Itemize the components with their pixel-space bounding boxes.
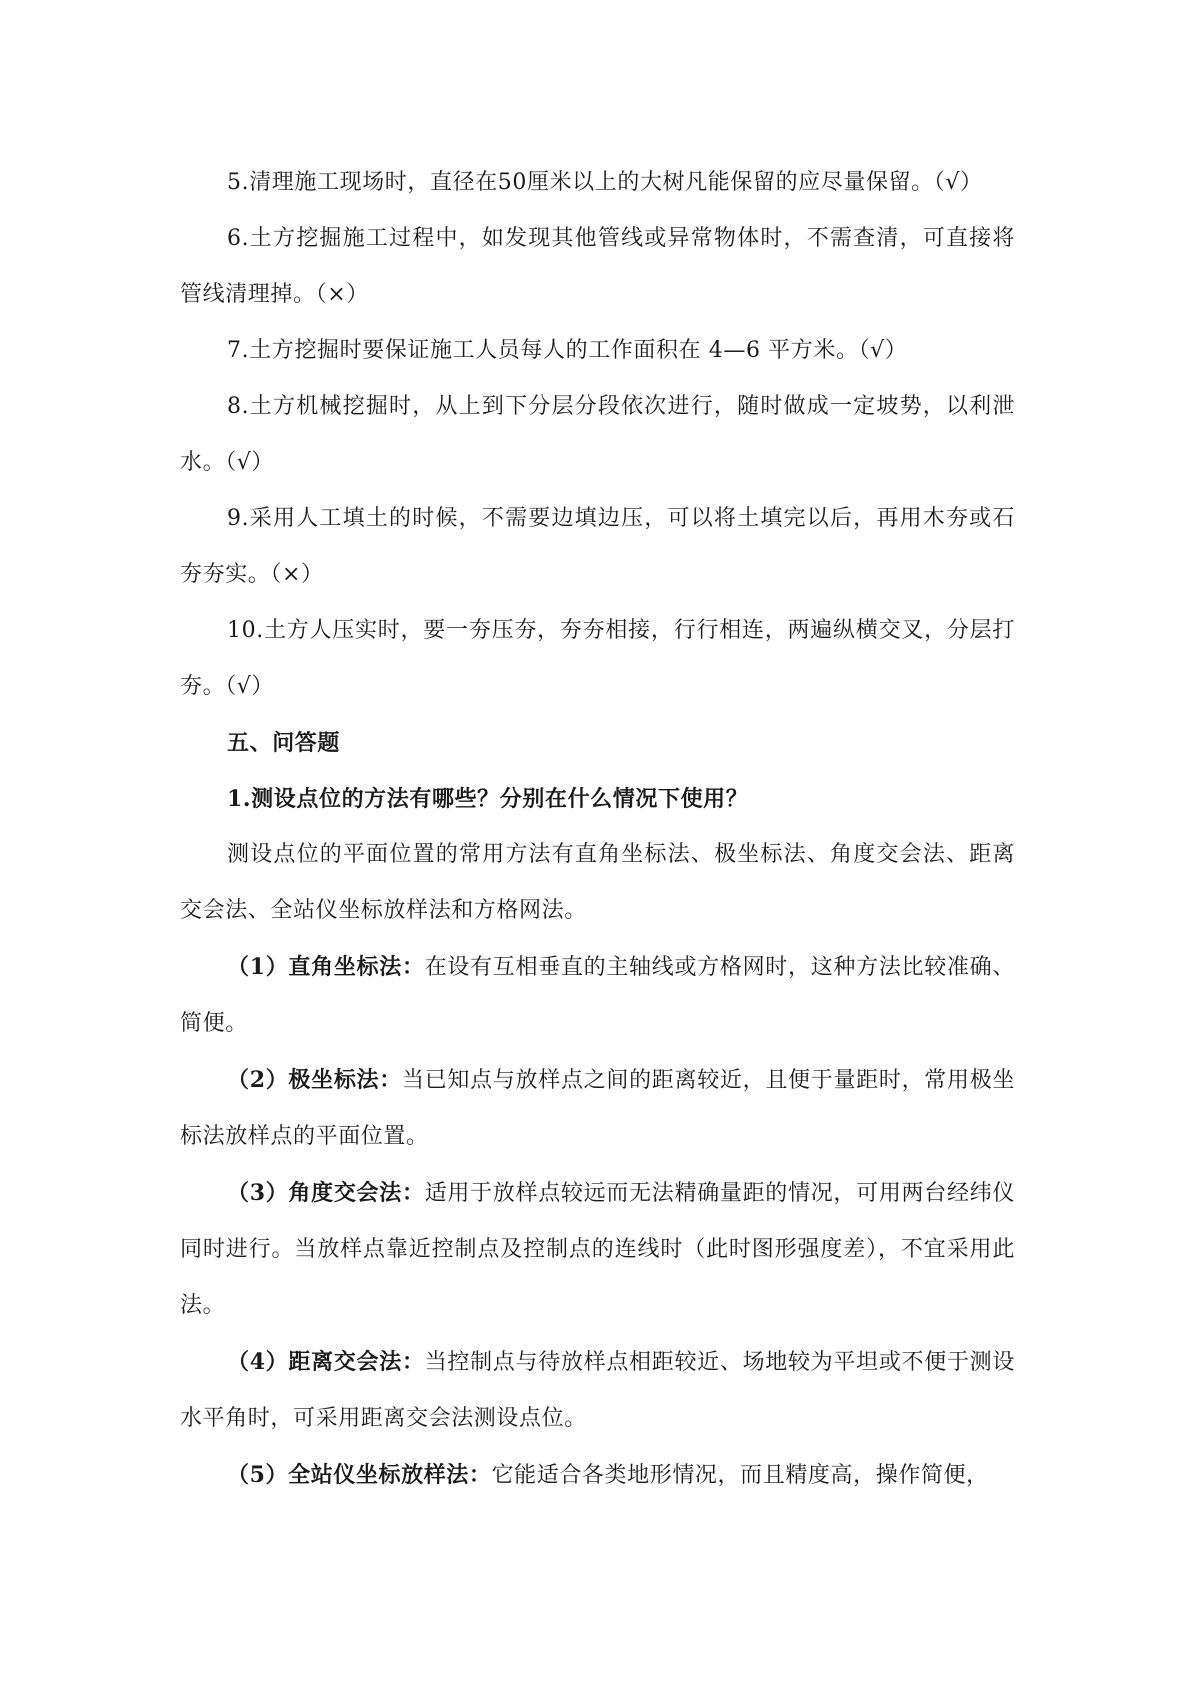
question-1-intro: 测设点位的平面位置的常用方法有直角坐标法、极坐标法、角度交会法、距离交会法、全站仪坐标放样法和方格网法。 [180, 842, 1015, 923]
statement-6: 6.土方挖掘施工过程中，如发现其他管线或异常物体时，不需查清，可直接将管线清理掉。（×） [180, 226, 1015, 307]
method-rectangular-coordinates [180, 939, 1015, 1052]
statement-8: 8.土方机械挖掘时，从上到下分层分段依次进行，随时做成一定坡势，以利泄水。（√） [180, 394, 1015, 475]
method-label: （5）全站仪坐标放样法： [227, 1462, 492, 1488]
method-label: （3）角度交会法： [227, 1180, 425, 1206]
method-text: 在设有互相垂直的主轴线或方格网时，这种方法比较准确、简便。 [180, 955, 1015, 1036]
statement-9: 9.采用人工填土的时候，不需要边填边压，可以将土填完以后，再用木夯或石夯夯实。（×） [180, 506, 1015, 587]
statement-10: 10.土方人压实时，要一夯压夯，夯夯相接，行行相连，两遍纵横交叉，分层打夯。（√） [180, 618, 1015, 699]
question-1-title: 1.测设点位的方法有哪些？分别在什么情况下使用？ [227, 786, 749, 812]
method-label: （1）直角坐标法： [227, 954, 425, 980]
method-text: 当已知点与放样点之间的距离较近，且便于量距时，常用极坐标法放样点的平面位置。 [180, 1068, 1016, 1149]
method-text: 它能适合各类地形情况，而且精度高，操作简便， [491, 1463, 989, 1488]
method-label: （2）极坐标法： [227, 1067, 402, 1093]
statement-7: 7.土方挖掘时要保证施工人员每人的工作面积在 4—6 平方米。（√） [227, 338, 908, 363]
section-title: 五、问答题 [227, 730, 341, 756]
method-text: 当控制点与待放样点相距较近、场地较为平坦或不便于测设水平角时，可采用距离交会法测设点位。 [180, 1350, 1015, 1431]
statement-5: 5.清理施工现场时，直径在50厘米以上的大树凡能保留的应尽量保留。（√） [227, 170, 983, 195]
method-distance-intersection [180, 1334, 1015, 1447]
method-total-station [180, 1447, 1015, 1504]
method-polar-coordinates [180, 1052, 1015, 1165]
method-label: （4）距离交会法： [227, 1349, 425, 1375]
method-angle-intersection [180, 1165, 1015, 1334]
document-page [180, 155, 1015, 1504]
method-text: 适用于放样点较远而无法精确量距的情况，可用两台经纬仪同时进行。当放样点靠近控制点及控制点的连线时（此时图形强度差），不宜采用此法。 [180, 1181, 1015, 1318]
